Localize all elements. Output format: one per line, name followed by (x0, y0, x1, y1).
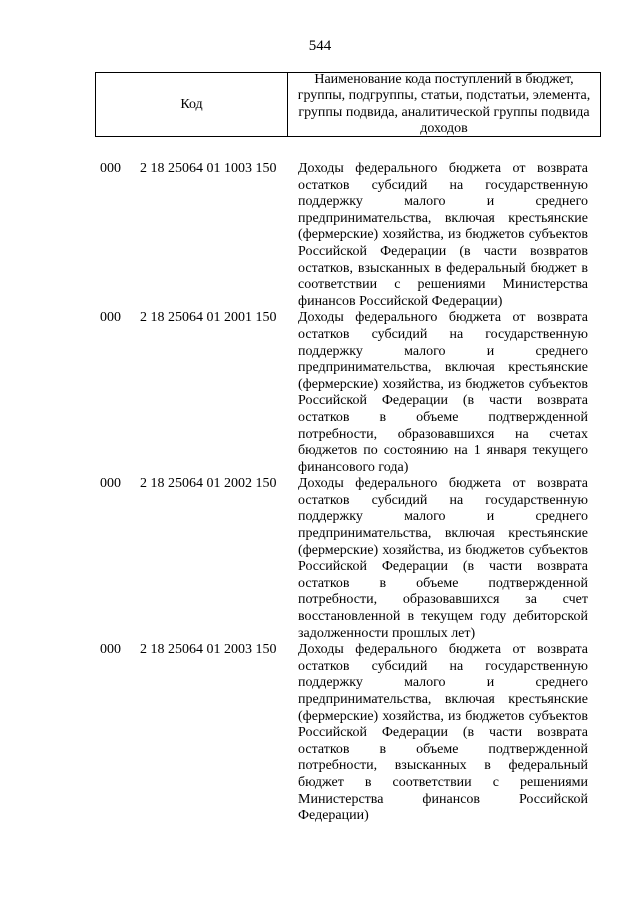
income-description: Доходы федерального бюджета от возврата остатков субсидий на государственную поддержку малого и среднего предпринимательства, включая крестьянские (фермерские) хозяйства, из бюджетов субъектов Российской Федерации (в части возвратов остатков, взысканных в федеральный бюджет в соответствии с решениями Министерства финансов Российской Федерации) (298, 161, 588, 309)
income-code: 2 18 25064 01 2002 150 (140, 476, 277, 492)
table-row (0, 642, 640, 825)
income-description: Доходы федерального бюджета от возврата остатков субсидий на государственную поддержку малого и среднего предпринимательства, включая крестьянские (фермерские) хозяйства, из бюджетов субъектов Российской Федерации (в части возврата остатков в объеме подтвержденной потребности, образовавшихся за счет восстановленной в текущем году дебиторской задолженности прошлых лет) (298, 476, 588, 641)
income-codes-list (0, 161, 640, 825)
admin-code: 000 (100, 642, 121, 658)
admin-code: 000 (100, 310, 121, 326)
admin-code: 000 (100, 476, 121, 492)
header-code-column: Код (96, 73, 288, 136)
table-row (0, 161, 640, 310)
income-code: 2 18 25064 01 1003 150 (140, 161, 277, 176)
page-number: 544 (308, 38, 332, 54)
income-description: Доходы федерального бюджета от возврата остатков субсидий на государственную поддержку малого и среднего предпринимательства, включая крестьянские (фермерские) хозяйства, из бюджетов субъектов Российской Федерации (в части возврата остатков в объеме подтвержденной потребности, взысканных в федеральный бюджет в соответствии с решениями Министерства финансов Российской Федерации) (298, 642, 588, 824)
header-name-column: Наименование кода поступлений в бюджет, группы, подгруппы, статьи, подстатьи, элемента, группы подвида, аналитической группы подвида доходов (297, 71, 591, 136)
income-description: Доходы федерального бюджета от возврата остатков субсидий на государственную поддержку малого и среднего предпринимательства, включая крестьянские (фермерские) хозяйства, из бюджетов субъектов Российской Федерации (в части возврата остатков в объеме подтвержденной потребности, образовавшихся на счетах бюджетов по состоянию на 1 января текущего финансового года) (298, 310, 588, 475)
table-row (0, 476, 640, 642)
admin-code: 000 (100, 161, 121, 176)
income-code: 2 18 25064 01 2001 150 (140, 310, 277, 326)
table-header (95, 72, 601, 137)
table-row (0, 310, 640, 476)
income-code: 2 18 25064 01 2003 150 (140, 642, 277, 658)
